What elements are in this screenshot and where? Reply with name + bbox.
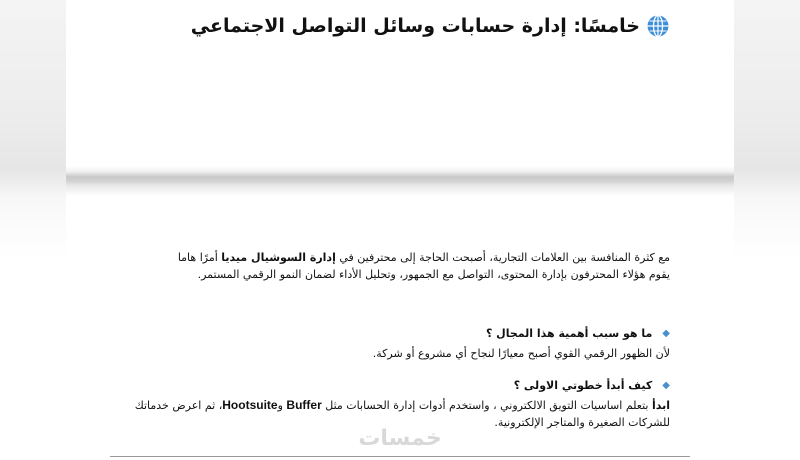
left-margin-background: [0, 0, 66, 460]
conjunction-text: و: [277, 399, 287, 412]
intro-line-1: [110, 249, 670, 266]
intro-text-end: أمرًا هاما: [177, 251, 222, 264]
answer-text-part: ، ثم اعرض خدماتك: [134, 399, 223, 412]
question-item-2: [110, 379, 670, 392]
intro-line-2: يقوم هؤلاء المحترفون بإدارة المحتوى، التواصل مع الجمهور، وتحليل الأداء لضمان النمو الرقمي المستمر.: [197, 268, 670, 281]
answer-text-part: بتعلم اساسيات التويق الالكتروني ، واستخدم أدوات إدارة الحسابات مثل: [321, 399, 652, 412]
intro-paragraph: [110, 249, 670, 283]
bullet-dot-icon: ◆: [662, 380, 670, 391]
section-heading-text: خامسًا: إدارة حسابات وسائل التواصل الاجتماعي: [190, 15, 640, 37]
answer-2-line-2: للشركات الصغيرة والمتاجر الإلكترونية.: [494, 416, 670, 429]
intro-text-start: مع كثرة المنافسة بين العلامات التجارية، أصبحت الحاجة إلى محترفين في: [335, 251, 670, 264]
bullet-dot-icon: ◆: [662, 328, 670, 339]
globe-icon: [646, 14, 670, 38]
answer-2-line-1: [110, 397, 670, 414]
question-text: كيف أبدأ خطوتي الاولى ؟: [513, 379, 653, 392]
watermark-logo: خمسات: [358, 426, 442, 451]
right-margin-background: [734, 0, 800, 460]
question-item-1: [110, 327, 670, 340]
bottom-divider: [110, 456, 690, 457]
page-break-separator: [66, 166, 734, 196]
tool-name-hootsuite: Hootsuite: [222, 398, 278, 412]
section-heading: [150, 14, 670, 38]
answer-lead-word: ابدأ: [651, 399, 670, 412]
tool-name-buffer: Buffer: [286, 398, 322, 412]
answer-text-1: لأن الظهور الرقمي القوي أصبح معيارًا لنجاح أي مشروع أو شركة.: [372, 347, 670, 360]
intro-bold-term: إدارة السوشيال ميديا: [221, 251, 336, 264]
question-text: ما هو سبب أهمية هذا المجال ؟: [485, 327, 653, 340]
